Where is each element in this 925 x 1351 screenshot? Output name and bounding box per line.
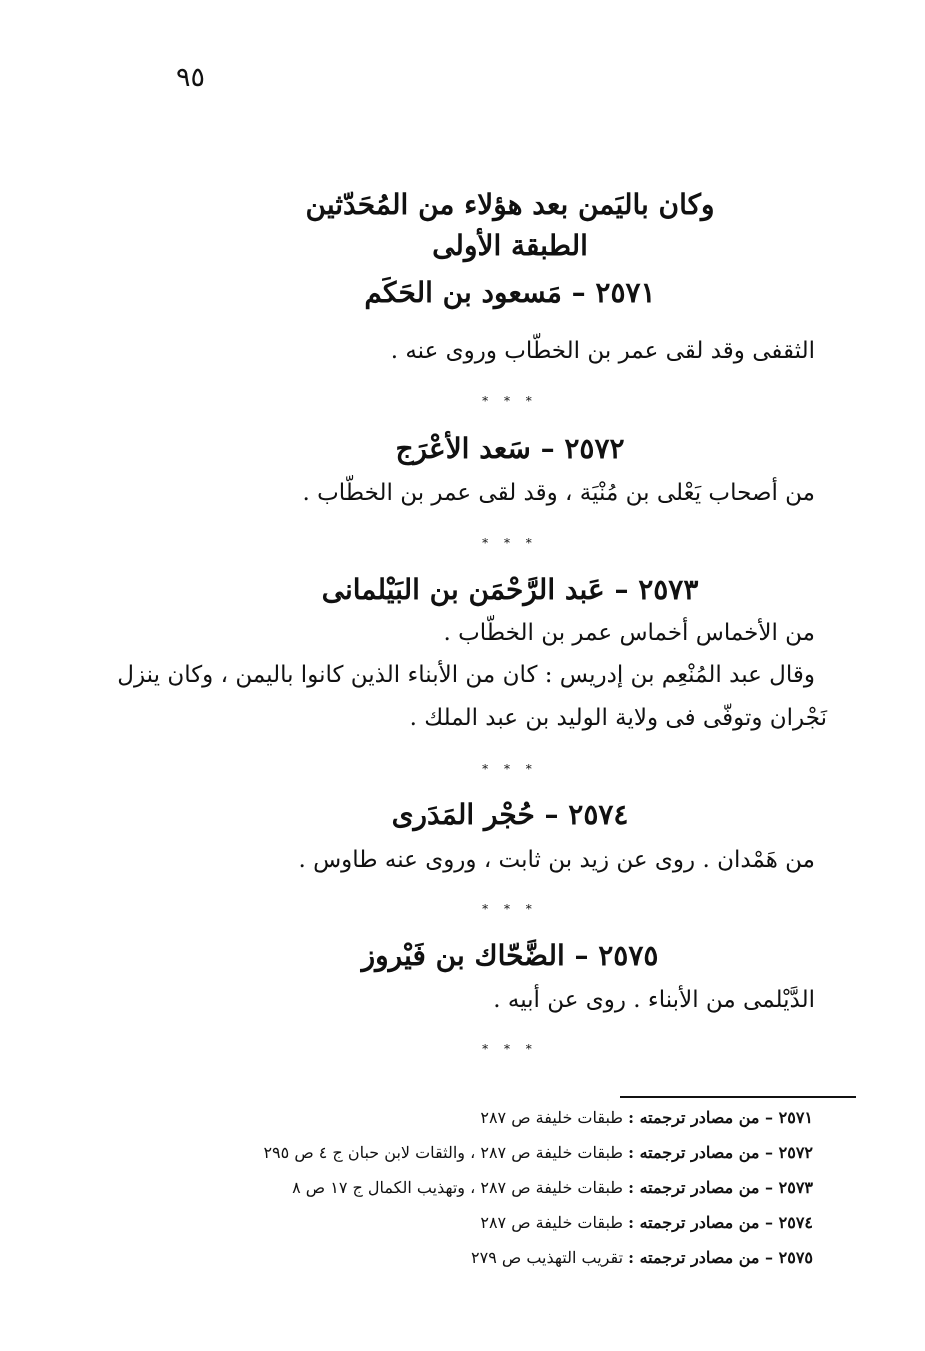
footnote-text: طبقات خليفة ص ٢٨٧ <box>480 1213 629 1232</box>
entry-text-2574: من هَمْدان . روى عن زيد بن ثابت ، وروى عنه طاوس . <box>298 847 815 873</box>
footnote-text: طبقات خليفة ص ٢٨٧ ، وتهذيب الكمال ج ١٧ ص ٨ <box>292 1178 629 1197</box>
footnote-label: ٢٥٧٣ – من مصادر ترجمته : <box>628 1178 813 1197</box>
page-number: ٩٥ <box>176 62 206 93</box>
entry-text-2572: من أصحاب يَعْلى بن مُنْيَة ، وقد لقى عمر بن الخطّاب . <box>302 480 815 506</box>
footnote-text: طبقات خليفة ص ٢٨٧ ، والثقات لابن حبان ج ٤ ص ٢٩٥ <box>263 1143 629 1162</box>
entry-title-2573: ٢٥٧٣ – عَبد الرَّحْمَن بن البَيْلمانى <box>321 573 699 606</box>
entry-title-2572: ٢٥٧٢ – سَعد الأعْرَج <box>395 432 625 465</box>
entry-title-2571: ٢٥٧١ – مَسعود بن الحَكَم <box>364 276 656 309</box>
separator-stars: * * * <box>482 394 538 408</box>
entry-text-2573-line-3: نَجْران وتوفّى فى ولاية الوليد بن عبد الملك . <box>409 705 827 731</box>
footnote-2574 <box>480 1213 813 1232</box>
footnote-label: ٢٥٧١ – من مصادر ترجمته : <box>628 1108 813 1127</box>
entry-text-2575: الدَّيْلمى من الأبناء . روى عن أبيه . <box>493 987 815 1013</box>
entry-text-2573-line-2: وقال عبد المُنْعِم بن إدريس : كان من الأبناء الذين كانوا باليمن ، وكان ينزل <box>117 662 815 688</box>
footnote-divider <box>620 1096 856 1098</box>
separator-stars: * * * <box>482 902 538 916</box>
section-heading: وكان باليَمن بعد هؤلاء من المُحَدّثين <box>305 188 715 221</box>
entry-title-2574: ٢٥٧٤ – حُجْر المَدَرى <box>391 798 629 831</box>
entry-title-2575: ٢٥٧٥ – الضَّحّاك بن فَيْروز <box>361 939 659 972</box>
footnote-2575 <box>471 1248 813 1267</box>
footnote-text: طبقات خليفة ص ٢٨٧ <box>480 1108 629 1127</box>
footnote-label: ٢٥٧٤ – من مصادر ترجمته : <box>628 1213 813 1232</box>
section-subheading: الطبقة الأولى <box>432 229 588 262</box>
footnote-2573 <box>292 1178 813 1197</box>
separator-stars: * * * <box>482 536 538 550</box>
entry-text-2573-line-1: من الأخماس أخماس عمر بن الخطّاب . <box>443 620 815 646</box>
footnote-text: تقريب التهذيب ص ٢٧٩ <box>471 1248 629 1267</box>
footnote-2572 <box>263 1143 813 1162</box>
footnote-2571 <box>480 1108 813 1127</box>
entry-text-2571: الثقفى وقد لقى عمر بن الخطّاب وروى عنه . <box>390 338 815 364</box>
separator-stars: * * * <box>482 762 538 776</box>
footnote-label: ٢٥٧٥ – من مصادر ترجمته : <box>628 1248 813 1267</box>
footnote-label: ٢٥٧٢ – من مصادر ترجمته : <box>628 1143 813 1162</box>
separator-stars: * * * <box>482 1042 538 1056</box>
